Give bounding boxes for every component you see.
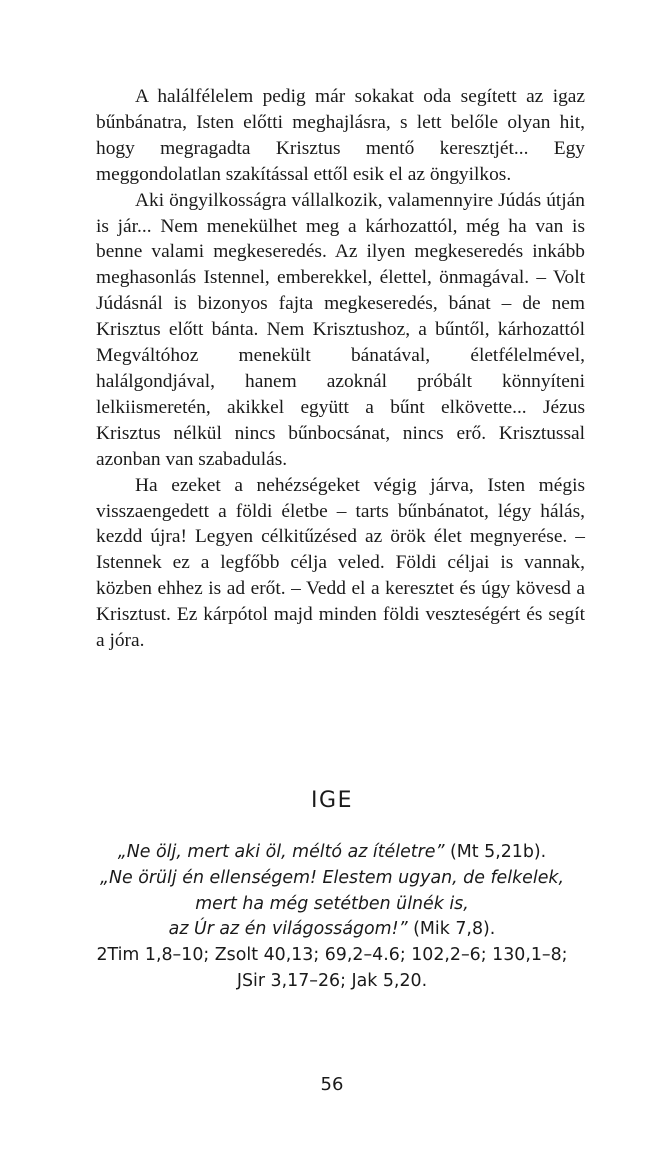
page-number: 56 xyxy=(320,1074,344,1095)
scripture-line-3: mert ha még setétben ülnék is, xyxy=(195,893,469,914)
scripture-quote: az Úr az én világosságom!” xyxy=(168,919,408,940)
paragraph-1: A halálfélelem pedig már sokakat oda segített az igaz bűnbánatra, Isten előtti meghajlásra, s lett belőle olyan hit, hogy megragadta Krisztus mentő keresztjét... Egy meggondolatlan szakítással ettől esik el az öngyilkos. xyxy=(96,86,585,185)
scripture-references-line-2: JSir 3,17–26; Jak 5,20. xyxy=(236,970,428,991)
scripture-quote: „Ne ölj, mert aki öl, méltó az ítéletre” xyxy=(117,842,445,862)
scripture-block xyxy=(40,840,624,995)
scripture-line-1 xyxy=(40,840,624,866)
section-heading: IGE xyxy=(311,788,353,813)
scripture-reference: (Mt 5,21b). xyxy=(444,842,547,862)
scripture-line-4 xyxy=(40,917,624,943)
paragraph-2: Aki öngyilkosságra vállalkozik, valamennyire Júdás útján is jár... Nem menekülhet meg a kárhozattól, még ha van is benne valami megkeseredés. Az ilyen megkeseredés inkább meghasonlás Istennel, emberekkel, élettel, önmagával. – Volt Júdásnál is bizonyos fajta megkeseredés, bánat – de nem Krisztus előtt bánta. Nem Krisztushoz, a bűntől, kárhozattól Megváltóhoz menekült bánatával, életfélelmével, halálgondjával, hanem azoknál próbált könnyíteni lelkiismeretén, akikkel együtt a bűnt elkövette... Jézus Krisztus nélkül nincs bűnbocsánat, nincs erő. Krisztussal azonban van szabadulás. xyxy=(96,189,585,470)
scripture-references-line-1: 2Tim 1,8–10; Zsolt 40,13; 69,2–4.6; 102,2–6; 130,1–8; xyxy=(96,945,568,966)
paragraph-3: Ha ezeket a nehézségeket végig járva, Isten mégis visszaengedett a földi életbe – tarts bűnbánatot, légy hálás, kezdd újra! Legyen célkitűzésed az örök élet megnyerése. – Istennek ez a legfőbb célja veled. Földi céljai is vannak, közben ehhez is ad erőt. – Vedd el a keresztet és úgy kövesd a Krisztust. Ez kárpótol majd minden földi veszteségért és segít a jóra. xyxy=(96,474,585,652)
scripture-reference: (Mik 7,8). xyxy=(407,919,496,940)
scripture-line-2: „Ne örülj én ellenségem! Elestem ugyan, de felkelek, xyxy=(100,867,564,888)
body-text xyxy=(96,84,585,654)
